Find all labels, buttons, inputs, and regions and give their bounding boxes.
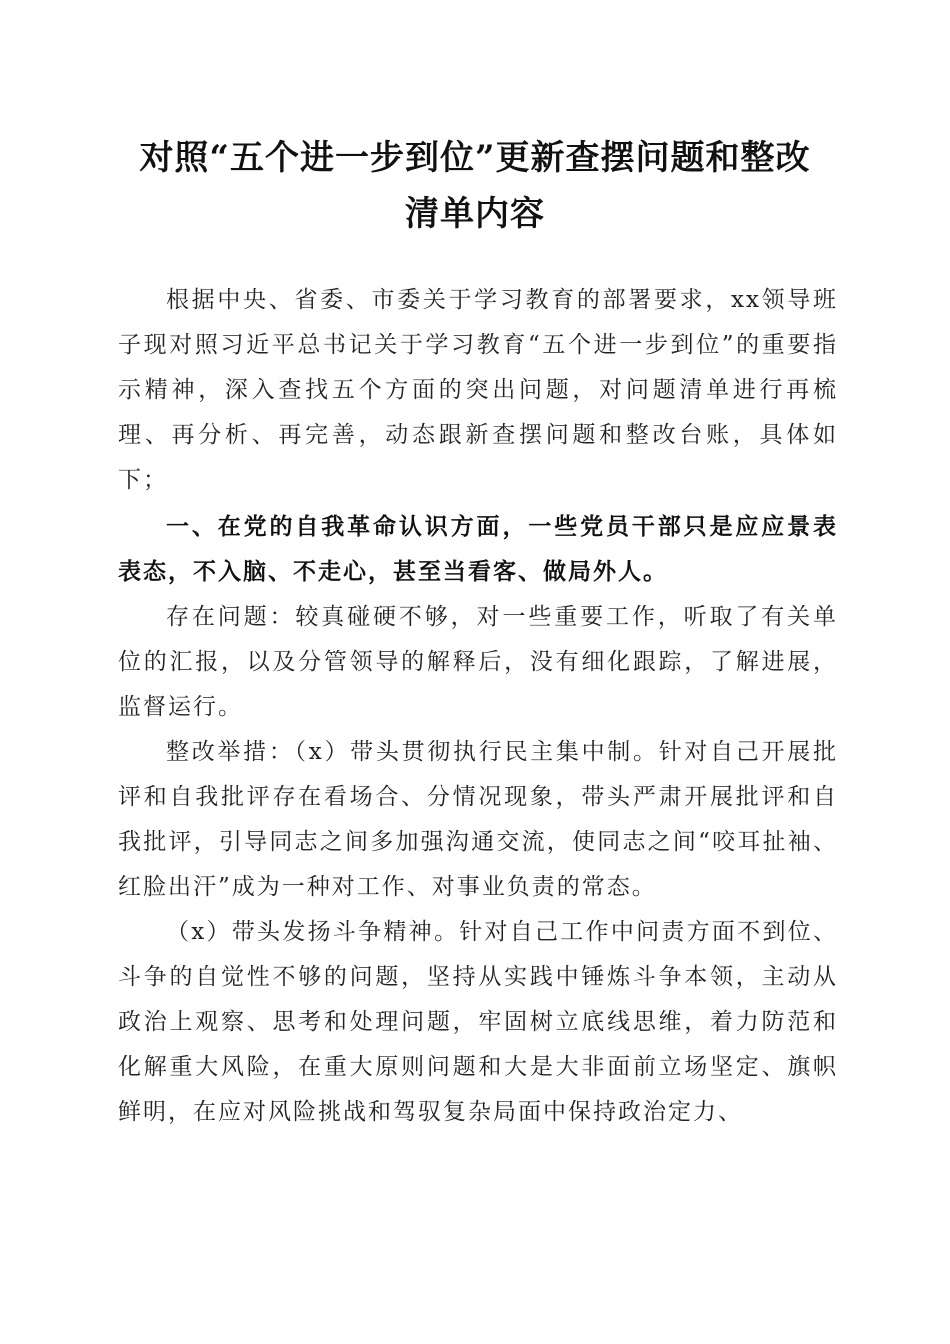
section-heading-1: 一、在党的自我革命认识方面，一些党员干部只是应应景表表态，不入脑、不走心，甚至当看客、做局外人。 <box>118 514 838 585</box>
title-line-2: 清单内容 <box>405 194 545 234</box>
rectification-measures-paragraph: 整改举措：（x）带头贯彻执行民主集中制。针对自己开展批评和自我批评存在看场合、分情况现象，带头严肃开展批评和自我批评，引导同志之间多加强沟通交流，使同志之间“咬耳扯袖、红脸出汗”成为一种对工作、对事业负责的常态。 <box>118 739 838 900</box>
existing-problems-paragraph: 存在问题：较真碰硬不够，对一些重要工作，听取了有关单位的汇报，以及分管领导的解释后，没有细化跟踪，了解进展，监督运行。 <box>118 604 838 720</box>
intro-paragraph: 根据中央、省委、市委关于学习教育的部署要求，xx领导班子现对照习近平总书记关于学习教育“五个进一步到位”的重要指示精神，深入查找五个方面的突出问题，对问题清单进行再梳理、再分析、再完善，动态跟新查摆问题和整改台账，具体如下； <box>118 287 838 493</box>
document-title <box>100 130 850 242</box>
struggle-spirit-paragraph: （x）带头发扬斗争精神。针对自己工作中问责方面不到位、斗争的自觉性不够的问题，坚持从实践中锤炼斗争本领，主动从政治上观察、思考和处理问题，牢固树立底线思维，着力防范和化解重大风险，在重大原则问题和大是大非面前立场坚定、旗帜鲜明，在应对风险挑战和驾驭复杂局面中保持政治定力、 <box>118 919 838 1125</box>
title-line-1: 对照“五个进一步到位”更新查摆问题和整改 <box>139 138 811 178</box>
document-body <box>118 278 838 1135</box>
